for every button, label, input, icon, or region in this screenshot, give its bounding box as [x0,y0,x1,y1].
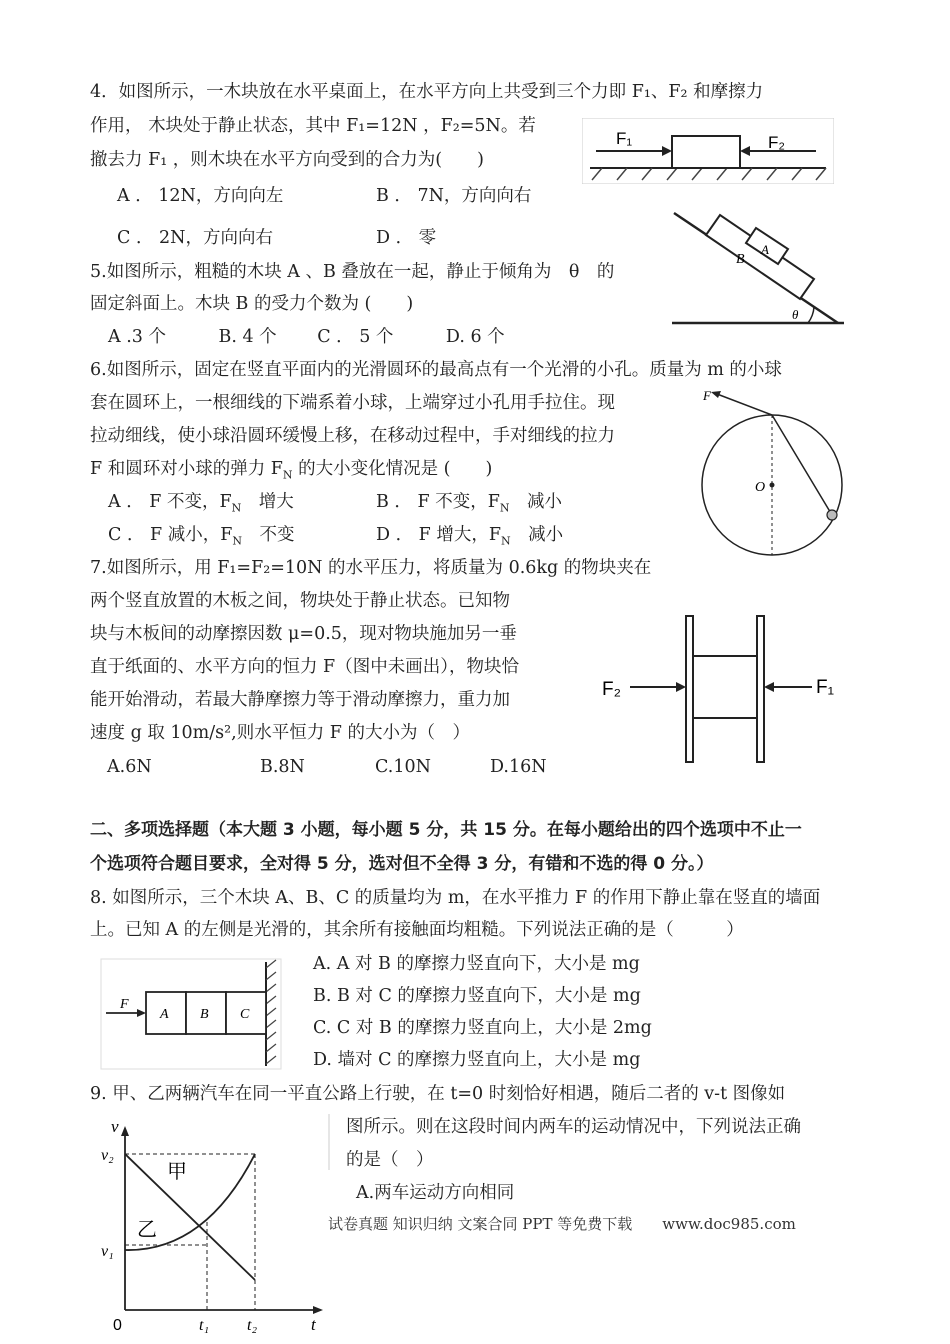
q8-option-c: C. C 对 B 的摩擦力竖直向上，大小是 2mg [313,1018,652,1038]
q6-label-f: F [703,388,711,403]
q5-label-theta: θ [792,307,799,322]
q6-option-d: D ． F 增大，$F_N$ 减小 [376,525,564,548]
q4-line3: 撤去力 F₁ ，则木块在水平方向受到的合力为( ) [90,150,484,170]
q8-label-f: F [120,997,129,1012]
q4-line2: 作用， 木块处于静止状态，其中 F₁=12N ，F₂=5N。若 [90,116,536,136]
q9-option-a: A.两车运动方向相同 [356,1183,515,1203]
q4-block-figure [582,118,834,184]
q8-line1: 8. 如图所示，三个木块 A、B、C 的质量均为 m，在水平推力 F 的作用下静止靠在竖直的墙面 [90,888,821,908]
q8-label-c: C [240,1007,250,1022]
q9-label-v: v [111,1117,119,1136]
q9-label-v1: v₁ [101,1243,114,1260]
q9-label-t2: t₂ [247,1317,258,1334]
q5-label-b: B [736,252,745,267]
q9-label-jia: 甲 [167,1159,187,1183]
q6-line4: F 和圆环对小球的弹力 $F_N$ 的大小变化情况是 ( ) [90,459,493,482]
q4-f1-label: F₁ [616,129,633,148]
q5-options: A .3 个 B. 4 个 C ． 5 个 D. 6 个 [108,327,505,347]
q7-option-b: B.8N [260,757,305,777]
q4-option-d: D ． 零 [376,228,437,248]
q6-option-a: A ． F 不变，$F_N$ 增大 [108,492,294,515]
q9-label-yi: 乙 [137,1217,157,1241]
q6-line2: 套在圆环上，一根细线的下端系着小球，上端穿过小孔用手拉住。现 [90,393,615,413]
q9-label-origin: 0 [113,1317,122,1334]
q8-label-a: A [160,1007,169,1022]
q4-f2-label: F₂ [768,133,785,152]
q8-line2: 上。已知 A 的左侧是光滑的，其余所有接触面均粗糙。下列说法正确的是（ ） [90,920,744,940]
q7-line6: 速度 g 取 10m/s²,则水平恒力 F 的大小为（ ） [90,723,470,743]
q7-line5: 能开始滑动，若最大静摩擦力等于滑动摩擦力，重力加 [90,690,510,710]
q4-option-a: A ． 12N，方向向左 [117,186,284,206]
q9-line1: 9. 甲、乙两辆汽车在同一平直公路上行驶，在 t=0 时刻恰好相遇，随后二者的 v-t 图像如 [90,1084,786,1104]
q6-ring-figure [695,386,850,558]
q9-label-v2: v₂ [101,1147,114,1164]
q4-line1: 4．如图所示，一木块放在水平桌面上，在水平方向上共受到三个力即 F₁、F₂ 和摩擦力 [90,82,764,102]
q7-option-a: A.6N [107,757,152,777]
q7-line2: 两个竖直放置的木板之间，物块处于静止状态。已知物 [90,591,510,611]
q7-line1: 7.如图所示，用 F₁=F₂=10N 的水平压力，将质量为 0.6kg 的物块夹在 [90,558,652,578]
q6-line1: 6.如图所示，固定在竖直平面内的光滑圆环的最高点有一个光滑的小孔。质量为 m 的小球 [90,360,782,380]
q5-incline-figure [668,205,848,327]
q7-option-c: C.10N [375,757,431,777]
q4-option-b: B ． 7N，方向向右 [376,186,532,206]
q5-label-a: A [761,242,769,257]
q9-label-t1: t₁ [199,1317,210,1334]
q8-label-b: B [200,1007,209,1022]
q7-option-d: D.16N [490,757,547,777]
q6-line3: 拉动细线，使小球沿圆环缓慢上移，在移动过程中，手对细线的拉力 [90,426,615,446]
section2-heading-line1: 二、多项选择题（本大题 3 小题，每小题 5 分，共 15 分。在每小题给出的四个选项中不止一 [90,820,802,840]
page-footer: 试卷真题 知识归纳 文案合同 PPT 等免费下载 www.doc985.com [328,1215,796,1233]
q5-line2: 固定斜面上。木块 B 的受力个数为 ( ) [90,294,414,314]
q5-line1: 5.如图所示，粗糙的木块 A 、B 叠放在一起，静止于倾角为 θ 的 [90,262,615,282]
q8-option-d: D. 墙对 C 的摩擦力竖直向上，大小是 mg [313,1050,641,1070]
q7-line3: 块与木板间的动摩擦因数 μ=0.5，现对物块施加另一垂 [90,624,517,644]
q4-option-c: C ． 2N，方向向右 [117,228,273,248]
q6-option-c: C ． F 减小，$F_N$ 不变 [108,525,295,548]
q6-label-o: O [755,480,766,495]
q7-f2-label: F₂ [602,679,621,700]
q8-option-b: B. B 对 C 的摩擦力竖直向下，大小是 mg [313,986,641,1006]
q9-vt-graph [95,1110,335,1340]
q6-option-b: B ． F 不变，$F_N$ 减小 [376,492,562,515]
q7-f1-label: F₁ [816,677,835,698]
q8-option-a: A. A 对 B 的摩擦力竖直向下，大小是 mg [313,954,640,974]
q9-line2: 图所示。则在这段时间内两车的运动情况中，下列说法正确 [346,1117,801,1137]
section2-heading-line2: 个选项符合题目要求，全对得 5 分，选对但不全得 3 分，有错和不选的得 0 分。） [90,854,714,874]
q7-plates-figure [600,608,845,766]
q8-blocks-figure [100,958,282,1070]
q9-label-t: t [311,1315,316,1334]
q7-line4: 直于纸面的、水平方向的恒力 F（图中未画出），物块恰 [90,657,519,677]
q9-line3: 的是（ ） [346,1150,434,1170]
